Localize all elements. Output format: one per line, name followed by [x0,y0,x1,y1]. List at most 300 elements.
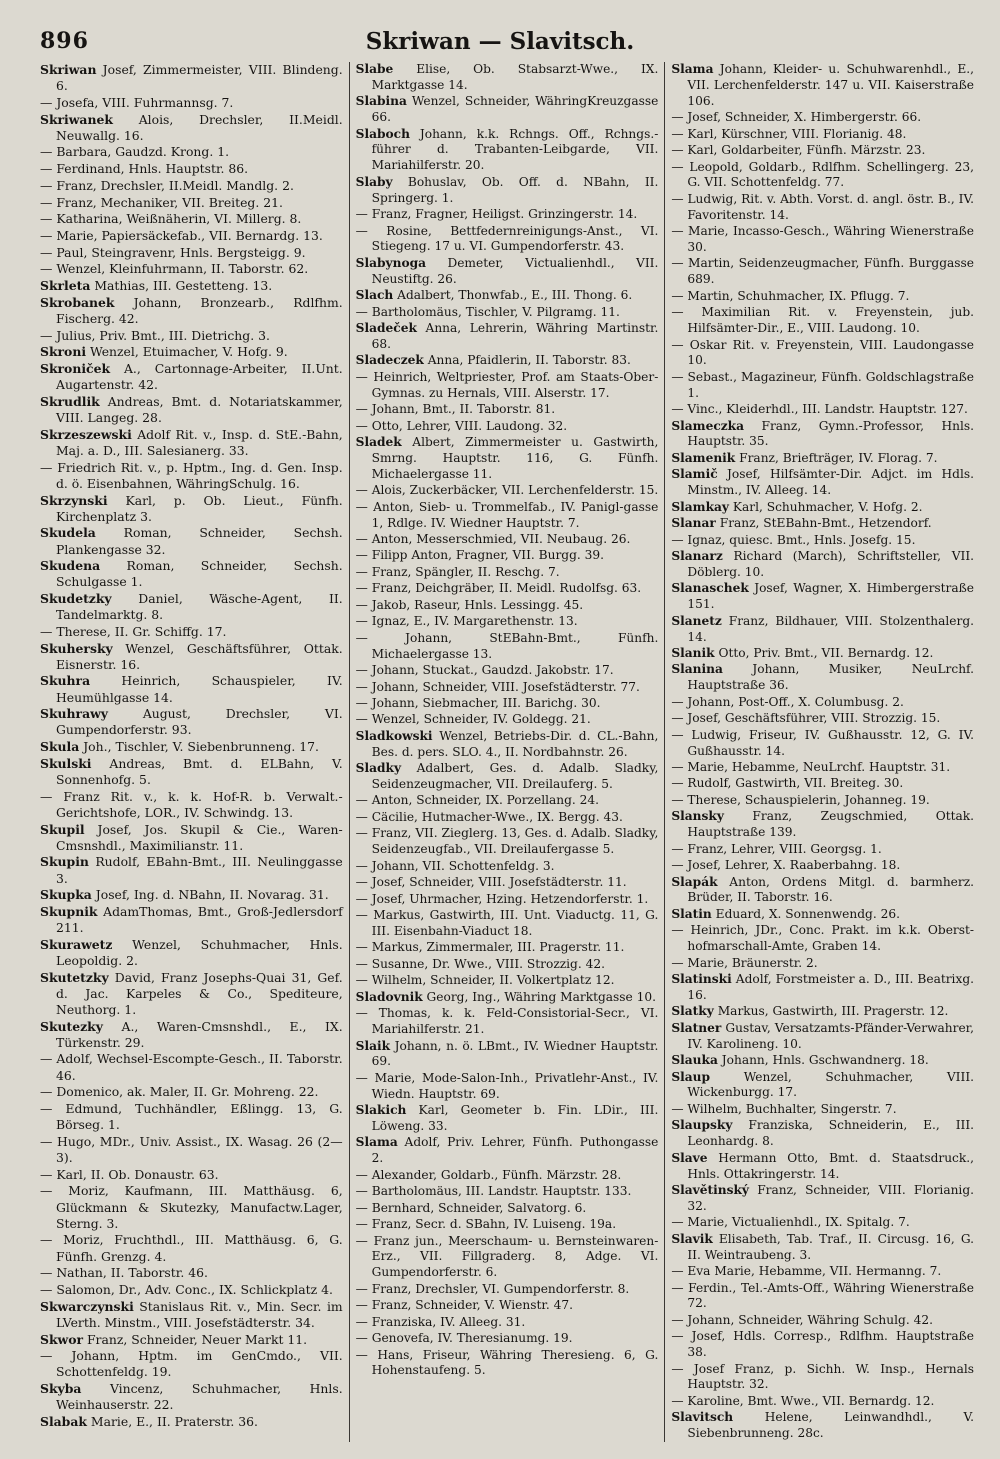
entry-surname: Skroni [40,344,87,360]
entry-surname: Slabynoga [355,255,427,270]
entry-surname: Skupil [40,821,85,837]
entry-details: — Bernhard, Schneider, Salvatorg. 6. [355,1200,587,1215]
directory-entry [356,761,659,793]
entry-surname: Slabe [355,62,394,76]
entry-details: Johann, n. ö. LBmt., IV. Wiedner Hauptstr. 69. [371,1038,659,1069]
directory-entry [40,1299,343,1331]
entry-surname: Slanik [671,646,715,660]
directory-entry [356,581,659,597]
entry-details: Johann, Kleider- u. Schuhwarenhdl., E., VII. Lerchenfelderstr. 147 u. VII. Kaiserstraße 106. [687,62,975,108]
entry-details: — Salomon, Dr., Adv. Conc., IX. Schlickplatz 4. [40,1281,333,1297]
entry-surname: Skudena [40,558,101,574]
entry-details: Stanislaus Rit. v., Min. Secr. im LVerth. Minstm., VIII. Josefstädterstr. 34. [56,1298,343,1330]
entry-details: — Marie, Incasso-Gesch., Währing Wienerstraße 30. [671,224,975,255]
entry-details: Roman, Schneider, Sechsh. Plankengasse 32. [56,525,343,557]
entry-details: — Ignaz, quiesc. Bmt., Hnls. Josefg. 15. [671,532,916,547]
directory-entry [671,907,974,923]
directory-entry [356,973,659,989]
directory-entry [671,62,974,110]
entry-details: — Alexander, Goldarb., Fünfh. Märzstr. 28. [355,1167,622,1182]
page-number: 896 [40,28,89,54]
entry-surname: Skriwan [40,62,97,77]
entry-details: Adolf, Forstmeister a. D., III. Beatrixg. 16. [687,972,975,1002]
entry-details: — Maximilian Rit. v. Freyenstein, jub. Hilfsämter-Dir., E., VIII. Laudong. 10. [671,305,975,336]
entry-details: Josef, Hilfsämter-Dir. Adjct. im Hdls. Minstm., IV. Alleeg. 14. [687,467,975,498]
directory-entry [671,1118,974,1150]
directory-entry [671,695,974,711]
directory-entry [40,211,343,227]
entry-surname: Slama [671,62,714,76]
directory-entry [356,435,659,483]
directory-entry [356,1071,659,1103]
column-right [664,62,980,1442]
entry-details: — Paul, Steingravenr, Hnls. Bergsteigg. 9. [40,244,306,260]
directory-entry [671,1004,974,1020]
directory-entry [356,1348,659,1380]
entry-details: — Wenzel, Schneider, IV. Goldegg. 21. [355,712,591,727]
entry-details: — Domenico, ak. Maler, II. Gr. Mohreng. 22. [40,1084,319,1100]
entry-details: Johann, Musiker, NeuLrchf. Hauptstraße 36. [687,662,975,693]
directory-entry [671,1394,974,1410]
directory-entry [671,305,974,337]
directory-entry [671,467,974,499]
directory-entry [40,1019,343,1051]
entry-details: — Rudolf, Gastwirth, VII. Breiteg. 30. [671,776,904,791]
directory-entry [356,1201,659,1217]
entry-details: Demeter, Victualienhdl., VII. Neustiftg. 26. [371,255,659,286]
entry-details: Adalbert, Ges. d. Adalb. Sladky, Seidenzeugmacher, VII. Dreilauferg. 5. [371,761,659,792]
directory-entry [356,127,659,175]
directory-entry [671,581,974,613]
entry-details: — Franz, Mechaniker, VII. Breiteg. 21. [40,194,283,210]
entry-details: — Franz, Schneider, V. Wienstr. 47. [355,1298,573,1313]
directory-entry [40,328,343,344]
entry-details: — Johann, Hptm. im GenCmdo., VII. Schottenfeldg. 19. [40,1348,343,1380]
directory-entry [40,822,343,854]
entry-surname: Skuhrawy [40,706,108,722]
entry-details: — Johann, Post-Off., X. Columbusg. 2. [671,694,904,709]
directory-entry [40,1414,343,1430]
entry-surname: Skupin [40,854,89,870]
directory-entry [40,624,343,640]
directory-entry [356,696,659,712]
entry-details: — Katharina, Weißnäherin, VI. Millerg. 8. [40,211,302,227]
entry-details: Alois, Drechsler, II.Meidl. Neuwallg. 16. [56,111,343,143]
directory-entry [40,493,343,525]
entry-details: — Eva Marie, Hebamme, VII. Hermanng. 7. [671,1264,942,1279]
entry-surname: Slameczka [671,418,745,433]
entry-surname: Slanaschek [671,581,749,596]
entry-surname: Skwarczynski [40,1298,134,1314]
directory-entry [40,144,343,160]
entry-details: — Genovefa, IV. Theresianumg. 19. [355,1331,573,1346]
entry-surname: Skrudlik [40,394,100,409]
directory-entry [356,712,659,728]
entry-details: — Josef, Geschäftsführer, VIII. Strozzig. 15. [671,711,941,726]
entry-surname: Slaup [671,1069,711,1084]
entry-details: — Barbara, Gaudzd. Krong. 1. [40,144,230,160]
directory-entry [671,923,974,955]
entry-details: — Martin, Schuhmacher, IX. Pflugg. 7. [671,288,910,303]
entry-details: Franz, Schneider, Neuer Markt 11. [83,1331,308,1347]
entry-details: — Sebast., Magazineur, Fünfh. Goldschlagstraße 1. [671,369,975,400]
entry-details: — Vinc., Kleiderhdl., III. Landstr. Hauptstr. 127. [671,402,968,417]
directory-entry [40,245,343,261]
directory-entry [356,175,659,207]
directory-entry [671,1232,974,1264]
entry-details: Rudolf, EBahn-Bmt., III. Neulinggasse 3. [56,854,343,886]
entry-details: — Ludwig, Rit. v. Abth. Vorst. d. angl. östr. B., IV. Favoritenstr. 14. [671,191,975,222]
directory-entry [671,956,974,972]
directory-entry [356,321,659,353]
entry-details: Karl, p. Ob. Lieut., Fünfh. Kirchenplatz 3. [56,492,343,524]
entry-details: — Josef, Hdls. Corresp., Rdlfhm. Hauptstraße 38. [671,1329,975,1360]
entry-details: — Karl, II. Ob. Donaustr. 63. [40,1166,219,1182]
entry-details: Eduard, X. Sonnenwendg. 26. [711,906,900,921]
entry-details: — Marie, Hebamme, NeuLrchf. Hauptstr. 31. [671,759,951,774]
entry-details: — Franz, Deichgräber, II. Meidl. Rudolfsg. 63. [355,581,642,596]
entry-details: — Oskar Rit. v. Freyenstein, VIII. Laudongasse 10. [671,337,975,368]
directory-entry [40,1167,343,1183]
directory-entry [671,419,974,451]
entry-surname: Skudela [40,525,96,541]
entry-surname: Slanina [671,662,723,677]
entry-details: — Franziska, IV. Alleeg. 31. [355,1314,526,1329]
entry-details: — Josef, Schneider, X. Himbergerstr. 66. [671,110,922,125]
entry-details: — Anton, Messerschmied, VII. Neubaug. 26. [355,532,631,547]
entry-details: A., Waren-Cmsnshdl., E., IX. Türkenstr. 29. [56,1018,343,1050]
entry-details: Wenzel, Schuhmacher, VIII. Wickenburgg. 17. [687,1069,975,1100]
entry-details: — Ludwig, Friseur, IV. Gußhausstr. 12, G. IV. Gußhausstr. 14. [671,727,975,758]
entry-details: — Franz Rit. v., k. k. Hof-R. b. Verwalt.-Gerichtshofe, LOR., IV. Schwindg. 13. [40,788,343,820]
directory-entry [671,1021,974,1053]
entry-surname: Skutezky [40,1018,103,1034]
directory-entry [671,338,974,370]
entry-surname: Slabak [40,1413,87,1429]
directory-entry [40,1084,343,1100]
directory-entry [40,1348,343,1380]
entry-details: — Markus, Gastwirth, III. Unt. Viaductg. 11, G. III. Eisenbahn-Viaduct 18. [355,908,659,938]
directory-entry [356,793,659,809]
directory-entry [356,1217,659,1233]
entry-surname: Slama [355,1135,398,1150]
entry-surname: Slavětinský [671,1183,750,1198]
entry-details: — Josef, Lehrer, X. Raaberbahng. 18. [671,858,901,873]
entry-surname: Skrleta [40,278,91,294]
entry-details: — Friedrich Rit. v., p. Hptm., Ing. d. Gen. Insp. d. ö. Eisenbahnen, WähringSchulg. 16. [40,459,343,491]
entry-details: AdamThomas, Bmt., Groß-Jedlersdorf 211. [56,903,343,936]
entry-details: — Marie, Papiersäckefab., VII. Bernardg. 13. [40,228,323,243]
running-head: Skriwan — Slavitsch. [365,28,635,55]
entry-details: — Johann, Stuckat., Gaudzd. Jakobstr. 17. [355,663,614,678]
entry-details: Johann, Bronzearb., Rdlfhm. Fischerg. 42. [56,294,343,326]
directory-entry [40,344,343,360]
directory-entry [40,789,343,821]
entry-details: Franziska, Schneiderin, E., III. Leonhardg. 8. [687,1118,975,1149]
directory-entry [356,419,659,435]
entry-details: Wenzel, Geschäftsführer, Ottak. Eisnerstr. 16. [56,640,343,672]
entry-details: — Ferdin., Tel.-Amts-Off., Währing Wienerstraße 72. [671,1280,975,1311]
entry-details: — Heinrich, Weltpriester, Prof. am Staats-Ober-Gymnas. zu Hernals, VIII. Alserstr. 17. [355,369,659,400]
directory-entry [671,110,974,126]
directory-entry [671,1329,974,1361]
entry-details: — Therese, II. Gr. Schiffg. 17. [40,623,227,639]
directory-entry [671,842,974,858]
entry-surname: Skutetzky [40,969,109,985]
entry-details: Andreas, Bmt. d. ELBahn, V. Sonnenhofg. 5. [56,755,343,787]
entry-details: Daniel, Wäsche-Agent, II. Tandelmarktg. 8. [56,591,343,623]
directory-entry [671,1362,974,1394]
directory-entry [356,1331,659,1347]
entry-surname: Slaupsky [671,1118,733,1133]
entry-details: — Hans, Friseur, Währing Theresieng. 6, G. Hohenstaufeng. 5. [355,1347,659,1378]
directory-entry [671,224,974,256]
entry-details: — Cäcilie, Hutmacher-Wwe., IX. Bergg. 43. [355,809,623,824]
directory-entry [356,826,659,858]
entry-details: Heinrich, Schauspieler, IV. Heumühlgasse 14. [56,673,343,705]
entry-details: — Therese, Schauspielerin, Johanneg. 19. [671,792,930,807]
directory-entry [356,631,659,663]
directory-entry [671,1053,974,1069]
directory-entry [356,1135,659,1167]
directory-entry [40,460,343,492]
directory-entry [671,402,974,418]
directory-entry [356,1298,659,1314]
entry-surname: Slatner [671,1020,722,1035]
entry-details: Vincenz, Schuhmacher, Hnls. Weinhauserstr. 22. [56,1381,343,1413]
entry-surname: Skrzeszewski [40,426,132,442]
entry-details: — Rosine, Bettfedernreinigungs-Anst., VI. Stiegeng. 17 u. VI. Gumpendorferstr. 43. [355,223,659,254]
directory-entry [356,680,659,696]
directory-entry [671,1264,974,1280]
entry-details: Wenzel, Betriebs-Dir. d. CL.-Bahn, Bes. d. pers. SLO. 4., II. Nordbahnstr. 26. [371,728,659,759]
directory-entry [40,361,343,393]
entry-details: Marie, E., II. Praterstr. 36. [86,1413,258,1429]
directory-entry [671,858,974,874]
directory-entry [356,1315,659,1331]
entry-details: Karl, Geometer b. Fin. LDir., III. Löweng. 33. [371,1103,659,1133]
entry-details: — Johann, Bmt., II. Taborstr. 81. [355,402,556,417]
directory-entry [671,370,974,402]
entry-details: — Alois, Zuckerbäcker, VII. Lerchenfelderstr. 15. [355,483,659,498]
entry-surname: Slauka [671,1053,718,1068]
entry-details: Albert, Zimmermeister u. Gastwirth, Smrng. Hauptstr. 116, G. Fünfh. Michaelergasse 11. [371,435,659,481]
entry-surname: Skwor [40,1331,83,1347]
directory-entry [356,1006,659,1038]
entry-details: — Otto, Lehrer, VIII. Laudong. 32. [355,418,568,433]
directory-entry [671,143,974,159]
directory-entry [671,728,974,760]
entry-details: — Markus, Zimmermaler, III. Pragerstr. 11. [355,940,625,955]
directory-entry [356,614,659,630]
directory-entry [671,711,974,727]
directory-entry [671,127,974,143]
entry-details: Wenzel, Schuhmacher, Hnls. Leopoldig. 2. [56,936,343,968]
entry-details: Josef, Ing. d. NBahn, II. Novarag. 31. [91,887,329,903]
entry-details: — Thomas, k. k. Feld-Consistorial-Secr., VI. Mariahilferstr. 21. [355,1006,659,1037]
entry-surname: Skroniček [40,361,111,377]
directory-entry [356,1103,659,1135]
directory-entry [671,809,974,841]
entry-details: Franz, StEBahn-Bmt., Hetzendorf. [715,516,932,531]
directory-entry [356,483,659,499]
entry-surname: Slatky [671,1004,714,1019]
entry-surname: Slatin [671,906,712,921]
directory-entry [356,1234,659,1282]
entry-surname: Skupka [40,887,92,903]
entry-details: — Josef, Schneider, VIII. Josefstädterstr. 11. [355,875,627,890]
entry-details: Andreas, Bmt. d. Notariatskammer, VIII. Langeg. 28. [56,394,343,426]
directory-entry [40,62,343,94]
directory-entry [671,614,974,646]
entry-surname: Slavitsch [671,1410,734,1425]
directory-entry [40,525,343,557]
directory-entry [40,228,343,244]
directory-entry [40,641,343,673]
entry-details: David, Franz Josephs-Quai 31, Gef. d. Jac. Karpeles & Co., Spediteure, Neuthorg. 1. [56,969,343,1017]
entry-surname: Slaik [355,1038,391,1053]
entry-details: Helene, Leinwandhdl., V. Siebenbrunneng. 28c. [687,1410,975,1441]
entry-details: — Anton, Schneider, IX. Porzellang. 24. [355,793,600,808]
directory-entry [356,859,659,875]
directory-entry [40,591,343,623]
entry-details: — Karl, Goldarbeiter, Fünfh. Märzstr. 23. [671,143,926,158]
entry-details: Richard (March), Schriftsteller, VII. Döblerg. 10. [687,549,975,579]
entry-details: — Franz, Secr. d. SBahn, IV. Luiseng. 19a. [355,1217,617,1232]
directory-entry [671,793,974,809]
entry-details: Franz, Bildhauer, VIII. Stolzenthalerg. 14. [687,613,975,644]
entry-details: — Josef, Uhrmacher, Hzing. Hetzendorferstr. 1. [355,891,649,906]
directory-entry [356,663,659,679]
directory-entry [671,1313,974,1329]
entry-details: Adolf, Priv. Lehrer, Fünfh. Puthongasse 2. [371,1135,659,1166]
entry-details: Elisabeth, Tab. Traf., II. Circusg. 16, G. II. Weintraubeng. 3. [687,1231,975,1262]
entry-surname: Slavik [671,1231,713,1246]
entry-details: — Wenzel, Kleinfuhrmann, II. Taborstr. 62. [40,261,309,277]
entry-details: — Ferdinand, Hnls. Hauptstr. 86. [40,161,249,177]
directory-entry [40,1265,343,1281]
entry-details: Hermann Otto, Bmt. d. Staatsdruck., Hnls. Ottakringerstr. 14. [687,1150,975,1181]
directory-entry [671,192,974,224]
directory-entry [40,706,343,738]
entry-details: Roman, Schneider, Sechsh. Schulgasse 1. [56,558,343,590]
entry-details: Anton, Ordens Mitgl. d. barmherz. Brüder, II. Taborstr. 16. [687,874,975,905]
directory-entry [356,305,659,321]
directory-entry [671,549,974,581]
entry-details: — Josef Franz, p. Sichh. W. Insp., Hernals Hauptstr. 32. [671,1361,975,1392]
entry-details: — Martin, Seidenzeugmacher, Fünfh. Burggasse 689. [671,256,975,287]
entry-surname: Skriwanek [40,111,113,127]
directory-entry [356,500,659,532]
directory-entry [40,739,343,755]
directory-entry [40,854,343,886]
entry-surname: Slaboch [355,126,410,141]
directory-entry [356,288,659,304]
entry-details: — Moriz, Kaufmann, III. Matthäusg. 6, Glückmann & Skutezky, Manufactw.Lager, Sterng. 3. [40,1183,343,1231]
entry-details: — Ignaz, E., IV. Margarethenstr. 13. [355,614,578,629]
directory-entry [671,1215,974,1231]
entry-surname: Skulski [40,755,92,771]
entry-details: Josef, Jos. Skupil & Cie., Waren-Cmsnshdl., Maximilianstr. 11. [56,821,343,853]
entry-surname: Sladeczek [355,353,424,368]
directory-entry [671,500,974,516]
entry-details: — Franz, Lehrer, VIII. Georgsg. 1. [671,841,882,856]
directory-entry [356,532,659,548]
directory-entry [356,892,659,908]
directory-entry [356,402,659,418]
directory-entry [356,908,659,940]
directory-entry [356,1168,659,1184]
entry-surname: Slamič [671,467,718,482]
directory-entry [356,256,659,288]
entry-details: Georg, Ing., Währing Marktgasse 10. [422,989,657,1004]
directory-entry [356,94,659,126]
entry-surname: Skuhra [40,673,91,689]
entry-details: Josef, Wagner, X. Himbergerstraße 151. [687,581,975,612]
entry-details: — Anton, Sieb- u. Trommelfab., IV. Panigl-gasse 1, Rdlge. IV. Wiedner Hauptstr. 7. [355,499,659,530]
directory-entry [40,1101,343,1133]
directory-entry [40,178,343,194]
entry-details: Markus, Gastwirth, III. Pragerstr. 12. [713,1004,949,1019]
directory-entry [356,565,659,581]
directory-entry [671,1102,974,1118]
directory-entry [356,207,659,223]
directory-entry [356,810,659,826]
entry-details: — Susanne, Dr. Wwe., VIII. Strozzig. 42. [355,956,605,971]
entry-details: — Karl, Kürschner, VIII. Florianig. 48. [671,126,907,141]
entry-surname: Sladeček [355,321,417,336]
directory-entry [671,289,974,305]
entry-surname: Skrzynski [40,492,108,508]
entry-details: Franz, Briefträger, IV. Florag. 7. [735,450,938,465]
entry-surname: Slabina [355,94,407,109]
directory-entry [356,1039,659,1071]
entry-details: — Franz jun., Meerschaum- u. Bernsteinwaren-Erz., VII. Fillgraderg. 8, Adge. VI. Gumpendorferstr. 6. [355,1233,659,1280]
directory-entry [671,1281,974,1313]
entry-surname: Skyba [40,1381,82,1397]
entry-details: Mathias, III. Gestetteng. 13. [90,278,273,294]
directory-entry [671,516,974,532]
directory-entry [40,1282,343,1298]
entry-surname: Skrobanek [40,294,115,310]
directory-entry [671,662,974,694]
directory-entry [40,295,343,327]
entry-details: Franz, Zeugschmied, Ottak. Hauptstraße 139. [687,809,975,840]
directory-entry [671,776,974,792]
entry-details: — Adolf, Wechsel-Escompte-Gesch., II. Taborstr. 46. [40,1051,343,1083]
directory-entry [40,970,343,1018]
entry-surname: Slakich [355,1103,407,1118]
directory-entry [40,95,343,111]
directory-entry [40,112,343,144]
directory-entry [40,1232,343,1264]
entry-surname: Slanetz [671,613,722,628]
directory-entry [671,972,974,1004]
directory-entry [40,278,343,294]
entry-surname: Slaby [355,174,393,189]
entry-details: — Josefa, VIII. Fuhrmannsg. 7. [40,94,234,110]
entry-details: — Johann, Schneider, VIII. Josefstädterstr. 77. [355,679,640,694]
column-left [40,62,349,1442]
directory-entry [40,887,343,903]
entry-details: Anna, Lehrerin, Währing Martinstr. 68. [371,321,659,351]
entry-details: Gustav, Versatzamts-Pfänder-Verwahrer, IV. Karolineng. 10. [687,1020,975,1051]
directory-entry [356,1282,659,1298]
entry-details: — Bartholomäus, Tischler, V. Pilgramg. 11. [355,304,620,319]
directory-entry [40,1051,343,1083]
entry-details: — Johann, Siebmacher, III. Barichg. 30. [355,695,601,710]
directory-entry [356,875,659,891]
